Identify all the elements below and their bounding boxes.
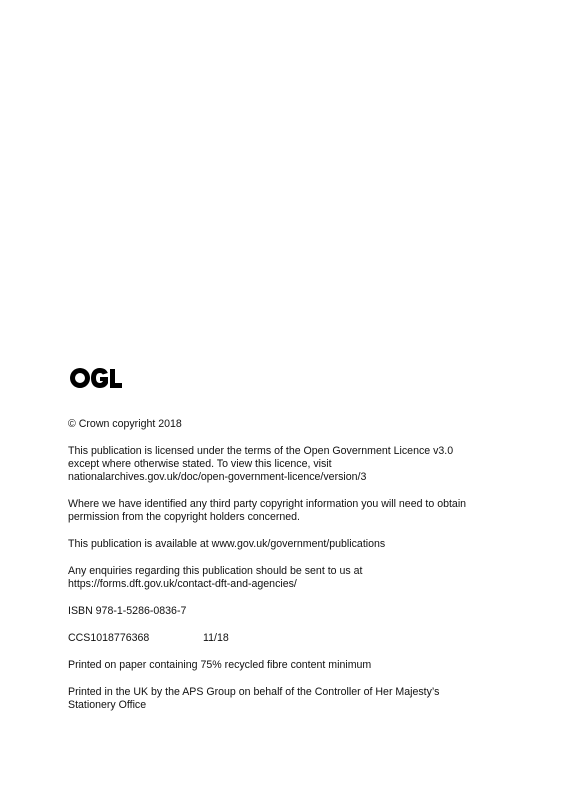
document-content xyxy=(68,418,518,726)
third-party-notice xyxy=(68,498,518,524)
third-party-line: Where we have identified any third party copyright information you will need to obtain xyxy=(68,498,467,510)
ogl-logo-o-mark xyxy=(70,368,90,388)
ccs-date: 11/18 xyxy=(203,632,229,644)
paper-notice: Printed on paper containing 75% recycled fibre content minimum xyxy=(68,659,372,671)
availability-notice: This publication is available at www.gov.uk/government/publications xyxy=(68,538,386,550)
enquiries-notice xyxy=(68,565,518,591)
ogl-logo-l-mark xyxy=(110,369,122,388)
licence-line: This publication is licensed under the terms of the Open Government Licence v3.0 xyxy=(68,445,454,457)
printer-line: Stationery Office xyxy=(68,699,147,711)
enquiries-url[interactable]: https://forms.dft.gov.uk/contact-dft-and-agencies/ xyxy=(68,578,297,590)
enquiries-line: Any enquiries regarding this publication should be sent to us at xyxy=(68,565,363,577)
isbn-number: ISBN 978-1-5286-0836-7 xyxy=(68,605,187,617)
third-party-line: permission from the copyright holders concerned. xyxy=(68,511,300,523)
ccs-code: CCS1018776368 xyxy=(68,632,150,644)
ccs-reference xyxy=(68,632,518,645)
licence-statement xyxy=(68,445,518,484)
licence-url[interactable]: nationalarchives.gov.uk/doc/open-government-licence/version/3 xyxy=(68,471,367,483)
printer-line: Printed in the UK by the APS Group on behalf of the Controller of Her Majesty’s xyxy=(68,686,440,698)
copyright-notice: © Crown copyright 2018 xyxy=(68,418,182,430)
printer-notice xyxy=(68,686,518,712)
licence-line: except where otherwise stated. To view this licence, visit xyxy=(68,458,332,470)
ogl-logo-g-mark xyxy=(91,368,108,388)
ogl-logo-icon xyxy=(69,366,123,390)
